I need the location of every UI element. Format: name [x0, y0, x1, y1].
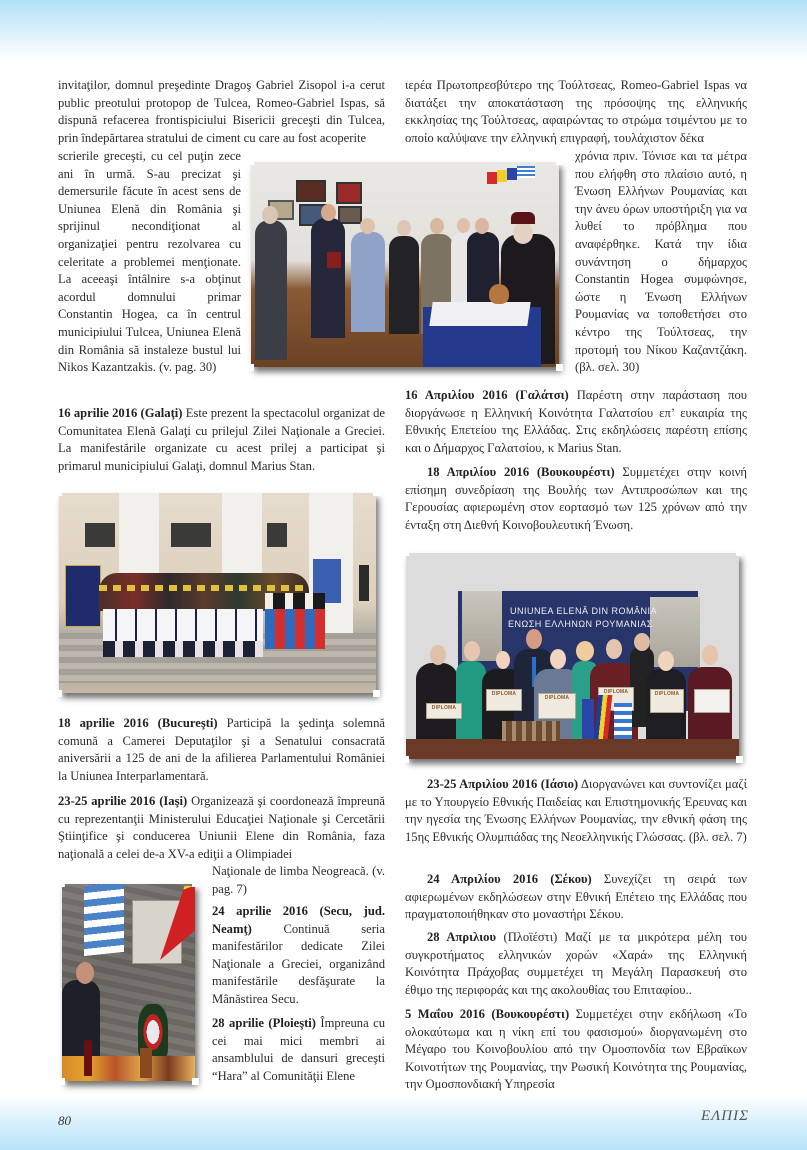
photo-galati-dancers [59, 493, 376, 693]
left-intro-narrow: scrierile greceşti, cu cel puţin zece ani în urmă. S-au precizat şi demersurile făcute în acest sens de Uniunea Elenă din România şi sprijinul necondiţionat al organizaţiei pentru rezolvarea cu celeritate a problemei menţionate. La aceeaşi întâlnire s-a obţinut acordul domnului primar Constantin Hogea, ca în centrul municipiului Tulcea, Uniunea Elenă din România să instaleze bustul lui Nikos Kazantzakis. (v. pag. 30) [58, 149, 241, 375]
entry-date: 23-25 Απριλίου 2016 (Ιάσιο) [427, 777, 579, 791]
entry-date: 28 Απριλιου [427, 930, 496, 944]
photo-tulcea-meeting [251, 162, 559, 367]
left-intro-wide: invitaţilor, domnul preşedinte Dragoş Gabriel Zisopol i-a cerut public preotului protopop de Tulcea, Romeo-Gabriel Ispas, să dispună refacerea frontispiciului Bisericii greceşti din Tulcea, prin îndepărtarea stratului de ciment cu care au fost acoperite [58, 78, 385, 145]
diploma-label: DIPLOMA [491, 691, 517, 697]
diploma-certificate [426, 703, 462, 719]
entry-text: Συνεχίζει τη σειρά των αφιερωμένων εκδηλώσεων στην Εθνική Επέτειο της Ελλάδας που πραγματοποιήθηκαν στο μοναστήρι Σέκου. [405, 872, 747, 922]
entry-date: 5 Μαΐου 2016 (Βουκουρέστι) [405, 1007, 570, 1021]
entry-date: 16 aprilie 2016 (Galaţi) [58, 406, 183, 420]
right-entry-galatsi [405, 387, 747, 457]
diploma-certificate [486, 689, 522, 711]
entry-date: 28 aprilie (Ploieşti) [212, 1016, 316, 1030]
entry-text: Παρέστη στην παράσταση που διοργάνωσε η Ελληνική Κοινότητα Γαλατσίου επ’ ευκαιρία της Εθνικής Επετείου της Ελλάδας. Στις εκδηλώσεις παρέστη επίσης και ο Δήμαρχος Γαλατσίου, κ Marius Stan. [405, 388, 747, 455]
diploma-label: DIPLOMA [431, 705, 457, 711]
entry-text: Συμμετέχει στην εκδήλωση «Το ολοκαύτωμα και η νίκη επί του φασισμού» διοργανωμένη στο Μέγαρο του Κοινοβουλίου από την Ομοσπονδία των Εβραϊκων Κοινοτήτων της Ρουμανίας, την Ρωσική Κοινότητα της Ρουμανίας, την Ομοσπονδιακή Υπηρεσία [405, 1007, 747, 1092]
entry-text: Διοργανώνει και συντονίζει μαζί με το Υπουργείο Εθνικής Παιδείας και Επιστημονικής Έρευνας και την ηγεσία της Ένωσης Ελλήνων Ρουμανίας, την εθνική φάση της 15ης Εθνικής Ολυμπιάδας της Νεοελληνικής Γλώσσας. (βλ. σελ. 7) [405, 777, 747, 844]
banner-text-romanian: UNIUNEA ELENĂ DIN ROMÂNIA [510, 606, 658, 616]
left-entry-iasi [58, 793, 385, 863]
entry-text: (Πλοϊέστι) Μαζί με τα μικρότερα μέλη του συγκροτήματος ελληνικών χορών «Χαρά» της Ελληνική Κοινότητα Πράχοβας συμμετέχει τη Μεγάλη Παρασκευή στο έθιμο της περιφοράς και της ακολουθίας του Επιταφίου.. [405, 930, 747, 997]
diploma-label: DIPLOMA [603, 689, 629, 695]
photo-secu-memorial [62, 884, 195, 1081]
diploma-label: DIPLOMA [544, 695, 570, 701]
right-entry-bucuresti [405, 464, 747, 534]
banner-text-greek: ΕΝΩΣΗ ΕΛΛΗΝΩΝ ΡΟΥΜΑΝΙΑΣ [508, 619, 653, 629]
right-entry-sekou [405, 871, 747, 924]
page-number: 80 [58, 1113, 71, 1128]
entry-date: 18 aprilie 2016 (Bucureşti) [58, 716, 218, 730]
right-entry-iasi [405, 776, 747, 846]
diploma-label: DIPLOMA [654, 691, 680, 697]
left-entry-iasi-cont: Naţionale de limba Neogreacă. (v. pag. 7) [212, 864, 385, 896]
entry-date: 24 Απριλίου 2016 (Σέκου) [427, 872, 592, 886]
left-entry-secu [212, 903, 385, 1009]
entry-text: Participă la şedinţa solemnă comună a Camerei Deputaţilor şi a Senatului consacrată aniversării a 125 de ani de la afilierea Parlamentului României la Uniunea Interparlamentară. [58, 716, 385, 783]
left-entry-ploiesti [212, 1015, 385, 1085]
right-entry-bucuresti-may [405, 1006, 747, 1094]
right-intro-narrow: χρόνια πριν. Τόνισε και τα μέτρα που ελήφθη στο πλαίσιο αυτό, η Ένωση Ελλήνων Ρουμανίας και την άνευ όρων υποστήριξη για να λυθεί το πρόβλημα που αναφέρθηκε. Κατά την ίδια συνάντηση ο δήμαρχος Constantin Hogea συμφώνησε, ώστε η Ένωση Ελλήνων Ρουμανίας να τοποθετήσει στο κέντρο της Τούλτσεας, την προτομή του Νίκου Καζαντζάκη. (βλ. σελ. 30) [575, 149, 747, 375]
entry-text: Împreuna cu cei mai mici membri ai ansamblului de dansuri greceşti “Hara” al Comunităţii Elene [212, 1016, 385, 1083]
entry-date: 24 aprilie 2016 (Secu, jud. Neamţ) [212, 904, 385, 936]
entry-text: Continuă seria manifestărilor dedicate Zilei Naţionale a Greciei, organizând manifestările desfăşurate la Mânăstirea Secu. [212, 921, 385, 1006]
diploma-certificate [694, 689, 730, 713]
entry-text: Συμμετέχει στην κοινή επίσημη συνεδρίαση της Βουλής των Αντιπροσώπων και της Γερουσίας αφιερωμένη στον εορτασμό των 125 χρόνων από την ένταξη στη Διεθνή Κοινοβουλευτική Ένωση. [405, 465, 747, 532]
left-entry-galati [58, 405, 385, 475]
header-gradient-band [0, 0, 807, 60]
photo-olympiad-award [406, 553, 739, 759]
entry-date: 16 Απριλίου 2016 (Γαλάτσι) [405, 388, 569, 402]
left-entry-bucuresti [58, 715, 385, 785]
diploma-certificate [650, 689, 684, 713]
footer-gradient-band [0, 1096, 807, 1150]
entry-text: Organizează şi coordonează împreună cu reprezentanţii Ministerului Educaţiei Naţionale şi Cercetării Ştiinţifice şi conducerea Uniunii Elene din România, faza naţională a celei de-a XV-a ediţii a Olimpiadei [58, 794, 385, 861]
right-intro-wide: ιερέα Πρωτοπρεσβύτερο της Τούλτσεας, Romeo-Gabriel Ispas να διατάξει την αποκατάσταση της πρόσοψης της ελληνικής εκκλησίας της Τούλτσεας, αφαιρώντας το στρώμα τσιμέντου με το οποίο καλύψανε την ελληνική επιγραφή, τουλάχιστον δέκα [405, 78, 747, 145]
entry-date: 23-25 aprilie 2016 (Iaşi) [58, 794, 188, 808]
entry-text: Este prezent la spectacolul organizat de Comunitatea Elenă Galaţi cu prilejul Zilei Naţionale a Greciei. La manifestările organizate cu acest prilej a participat şi primarul municipiului Galaţi, domnul Marius Stan. [58, 406, 386, 473]
entry-date: 18 Απριλίου 2016 (Βουκουρέστι) [427, 465, 615, 479]
magazine-title: ΕΛΠΙΣ [701, 1108, 749, 1124]
right-entry-ploiesti [405, 929, 747, 999]
diploma-certificate [538, 693, 576, 719]
